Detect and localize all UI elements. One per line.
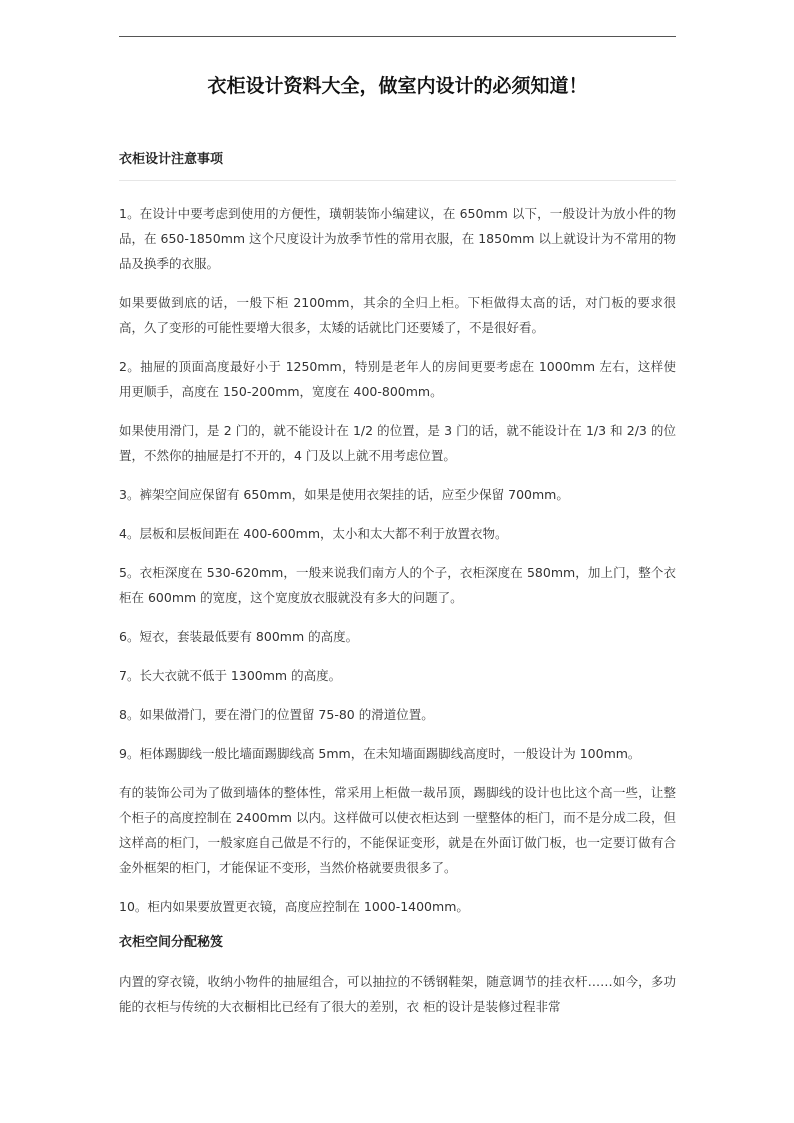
paragraph-9: 7。长大衣就不低于 1300mm 的高度。 <box>119 668 342 683</box>
paragraph-6: 4。层板和层板间距在 400-600mm，太小和太大都不利于放置衣物。 <box>119 526 508 541</box>
paragraph-8: 6。短衣，套装最低要有 800mm 的高度。 <box>119 629 359 644</box>
paragraph-10: 8。如果做滑门，要在滑门的位置留 75-80 的滑道位置。 <box>119 707 434 722</box>
paragraph-12: 有的装饰公司为了做到墙体的整体性，常采用上柜做一裁吊顶，踢脚线的设计也比这个高一些，让整个柜子的高度控制在 2400mm 以内。这样做可以使衣柜达到 一壁整体的柜门，而不是分成二段，但这样高的柜门，一般家庭自己做是不行的，不能保证变形，就是在外面订做门板，也一定要订做有合金外框架的柜门，才能保证不变形，当然价格就要贵很多了。 <box>119 785 676 875</box>
paragraph-section2: 内置的穿衣镜，收纳小物件的抽屉组合，可以抽拉的不锈钢鞋架，随意调节的挂衣杆……如今，多功能的衣柜与传统的大衣橱相比已经有了很大的差别，衣 柜的设计是装修过程非常 <box>119 974 676 1014</box>
article-body <box>119 201 676 1033</box>
paragraph-7: 5。衣柜深度在 530-620mm，一般来说我们南方人的个子，衣柜深度在 580mm，加上门，整个衣柜在 600mm 的宽度，这个宽度放衣服就没有多大的问题了。 <box>119 565 676 605</box>
paragraph-2: 如果要做到底的话，一般下柜 2100mm，其余的全归上柜。下柜做得太高的话，对门板的要求很高，久了变形的可能性要增大很多，太矮的话就比门还要矮了，不是很好看。 <box>119 295 676 335</box>
section-divider <box>119 180 676 181</box>
paragraph-13: 10。柜内如果要放置更衣镜，高度应控制在 1000-1400mm。 <box>119 899 469 914</box>
paragraph-3: 2。抽屉的顶面高度最好小于 1250mm，特别是老年人的房间更要考虑在 1000mm 左右，这样使用更顺手，高度在 150-200mm，宽度在 400-800mm。 <box>119 359 676 399</box>
paragraph-5: 3。裤架空间应保留有 650mm，如果是使用衣架挂的话，应至少保留 700mm。 <box>119 487 569 502</box>
paragraph-11: 9。柜体踢脚线一般比墙面踢脚线高 5mm，在未知墙面踢脚线高度时，一般设计为 100mm。 <box>119 746 641 761</box>
paragraph-4: 如果使用滑门，是 2 门的，就不能设计在 1/2 的位置，是 3 门的话，就不能设计在 1/3 和 2/3 的位置，不然你的抽屉是打不开的，4 门及以上就不用考虑位置。 <box>119 423 676 463</box>
section-heading-wardrobe-notes: 衣柜设计注意事项 <box>119 152 224 167</box>
page-title: 衣柜设计资料大全，做室内设计的必须知道！ <box>207 75 588 97</box>
top-divider <box>119 36 676 37</box>
paragraph-1: 1。在设计中要考虑到使用的方便性，璜朝装饰小编建议，在 650mm 以下，一般设计为放小件的物品，在 650-1850mm 这个尺度设计为放季节性的常用衣服，在 1850mm 以上就设计为不常用的物品及换季的衣服。 <box>119 206 676 271</box>
section-heading-space-allocation: 衣柜空间分配秘笈 <box>119 935 224 950</box>
